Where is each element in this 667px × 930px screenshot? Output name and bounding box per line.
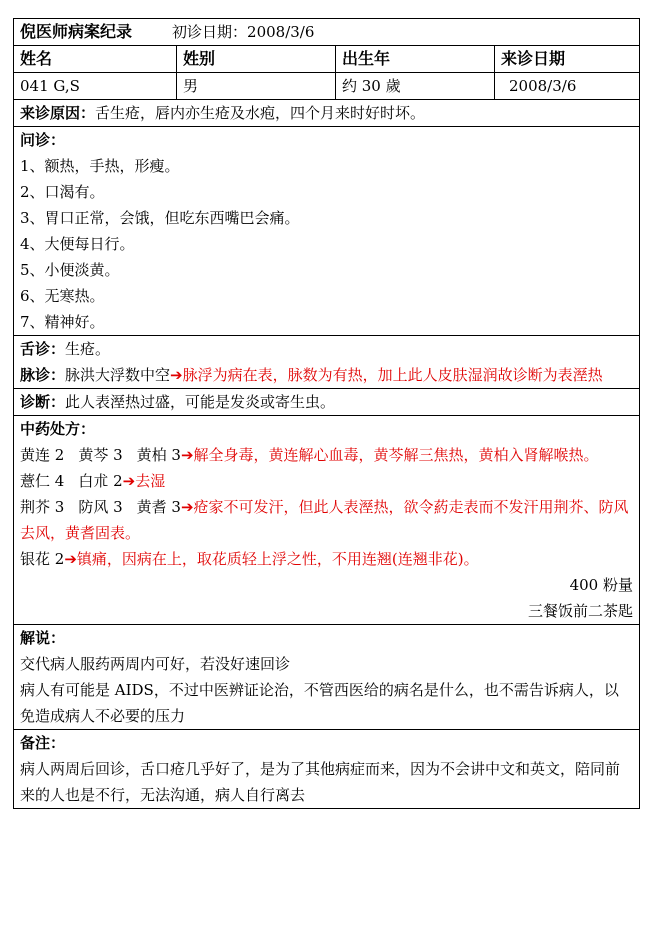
pulse-text: 脉洪大浮数中空 [65,366,171,384]
herb: 黄柏 3 [136,446,181,464]
medical-record-table [13,18,640,809]
herb: 荆芥 3 [20,498,65,516]
reason-label: 来诊原因： [20,104,96,122]
inquiry-item: 3、胃口正常，会饿，但吃东西嘴巴会痛。 [20,209,300,227]
inquiry-label: 问诊： [20,131,66,149]
inquiry-item: 5、小便淡黄。 [20,261,120,279]
inquiry-item: 6、无寒热。 [20,287,105,305]
tongue-pulse-section [14,336,640,389]
diagnosis-text: 此人表溼热过盛，可能是发炎或寄生虫。 [65,393,336,411]
first-visit-label: 初诊日期： [172,23,248,41]
herb: 黄芩 3 [78,446,123,464]
inquiry-item: 1、额热，手热，形瘦。 [20,157,180,175]
explanation-line: 交代病人服药两周内可好，若没好速回诊 [20,655,291,673]
col-header-sex: 姓别 [177,46,336,73]
first-visit-date: 2008/3/6 [247,23,315,41]
record-header [14,19,640,46]
pulse-label: 脉诊： [20,366,66,384]
prescription-dosage: 三餐饭前二茶匙 [527,602,633,620]
prescription-label: 中药处方： [20,420,96,438]
pulse-line [20,362,633,388]
herb: 防风 3 [78,498,123,516]
herb: 黄连 2 [20,446,65,464]
diagnosis-label: 诊断： [20,393,66,411]
arrow-right-icon: ➔ [170,366,183,384]
reason-text: 舌生疮，唇内亦生疮及水疱，四个月来时好时坏。 [95,104,426,122]
prescription-note: 疮家不可发汗，但此人表溼热，欲令葯走表而不发汗用荆芥、防风去风，黄耆固表。 [20,498,629,542]
explanation-label: 解说： [20,629,66,647]
herb: 薏仁 4 [20,472,65,490]
prescription-amount: 400 粉量 [569,576,633,594]
arrow-right-icon: ➔ [180,446,194,464]
arrow-right-icon: ➔ [64,550,77,568]
herb: 银花 2 [20,550,65,568]
patient-name-value: 041 G,S [14,73,177,100]
prescription-note: 去湿 [135,472,166,490]
record-title: 倪医师病案纪录 [20,22,133,41]
reason-section [14,100,640,127]
prescription-group [20,442,633,468]
prescription-note: 解全身毒，黄连解心血毒，黄芩解三焦热，黄柏入肾解喉热。 [193,446,599,464]
tongue-text: 生疮。 [65,340,111,358]
patient-sex-value: 男 [177,73,336,100]
col-header-birth-year: 出生年 [336,46,495,73]
col-header-visit-date: 来诊日期 [495,46,640,73]
arrow-right-icon: ➔ [122,472,136,490]
tongue-line [20,336,633,362]
patient-visit-date-value: 2008/3/6 [495,73,640,100]
inquiry-item: 7、精神好。 [20,313,105,331]
diagnosis-section [14,389,640,416]
remarks-label: 备注： [20,734,66,752]
prescription-group [20,494,633,546]
prescription-note: 镇痛，因病在上，取花质轻上浮之性，不用连翘(连翘非花)。 [76,550,479,568]
pulse-note: 脉浮为病在表，脉数为有热，加上此人皮肤湿润故诊断为表溼热 [182,366,603,384]
inquiry-item: 2、口渴有。 [20,183,105,201]
remarks-text: 病人两周后回诊，舌口疮几乎好了，是为了其他病症而来，因为不会讲中文和英文，陪同前来的人也是不行，无法沟通，病人自行离去 [20,760,621,804]
explanation-section [14,625,640,730]
arrow-right-icon: ➔ [180,498,194,516]
tongue-label: 舌诊： [20,340,66,358]
patient-birth-year-value: 约 30 歲 [336,73,495,100]
herb: 白朮 2 [78,472,123,490]
prescription-section [14,416,640,625]
prescription-group [20,468,633,494]
explanation-line: 病人有可能是 AIDS，不过中医辨证论治，不管西医给的病名是什么，也不需告诉病人，以免造成病人不必要的压力 [20,681,619,725]
herb: 黄耆 3 [136,498,181,516]
inquiry-section [14,127,640,336]
inquiry-item: 4、大便每日行。 [20,235,135,253]
prescription-group [20,546,633,572]
col-header-name: 姓名 [14,46,177,73]
remarks-section [14,730,640,809]
